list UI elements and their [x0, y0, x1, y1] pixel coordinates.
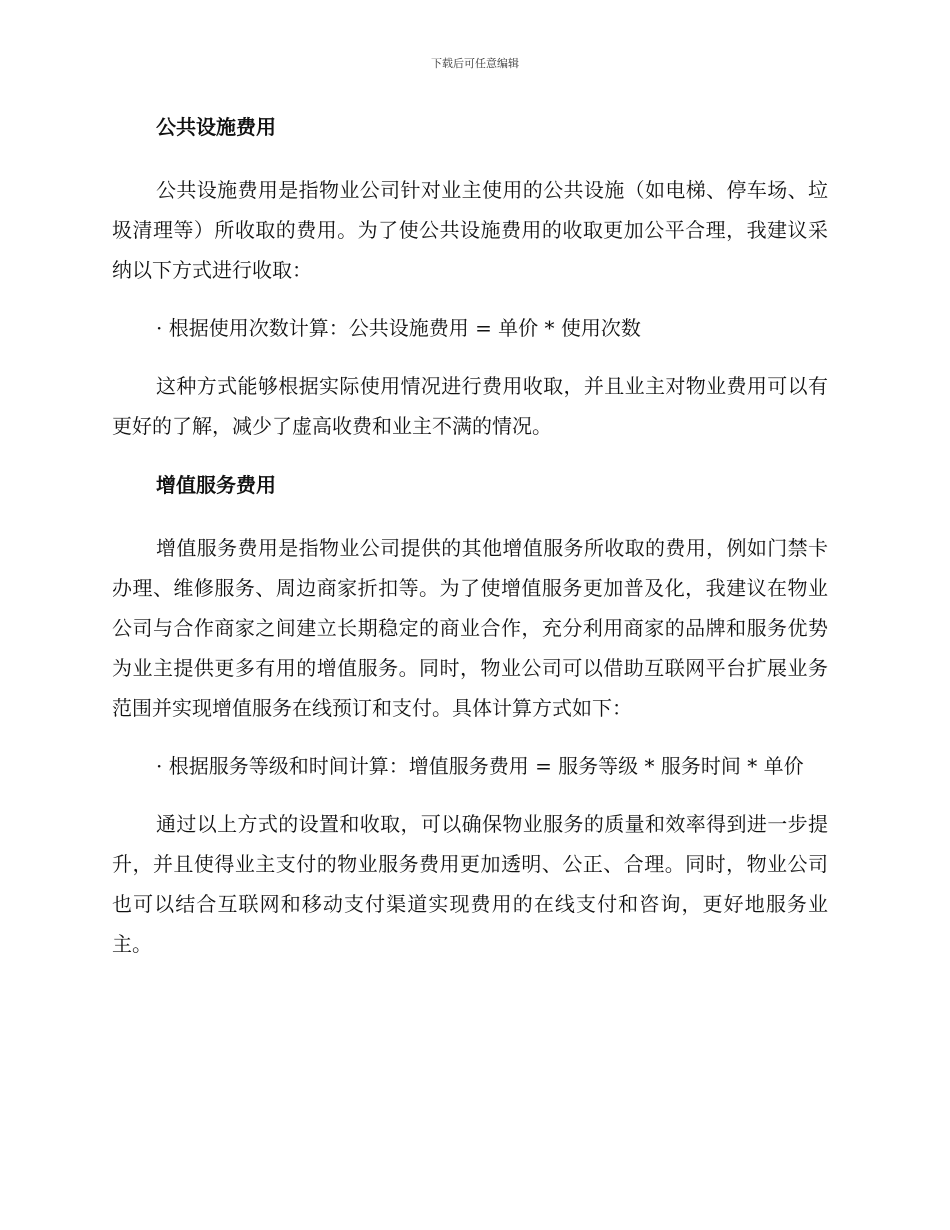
paragraph-public-facilities-benefit: 这种方式能够根据实际使用情况进行费用收取，并且业主对物业费用可以有更好的了解，减少了虚高收费和业主不满的情况。 [112, 374, 828, 438]
paragraph-conclusion: 通过以上方式的设置和收取，可以确保物业服务的质量和效率得到进一步提升，并且使得业主支付的物业服务费用更加透明、公正、合理。同时，物业公司也可以结合互联网和移动支付渠道实现费用的在线支付和咨询，更好地服务业主。 [112, 812, 828, 956]
formula-public-facilities: · 根据使用次数计算：公共设施费用 = 单价 * 使用次数 [156, 316, 641, 340]
section-heading-public-facilities: 公共设施费用 [156, 115, 276, 139]
paragraph-public-facilities-intro: 公共设施费用是指物业公司针对业主使用的公共设施（如电梯、停车场、垃圾清理等）所收取的费用。为了使公共设施费用的收取更加公平合理，我建议采纳以下方式进行收取： [112, 178, 828, 282]
section-heading-value-added-services: 增值服务费用 [156, 473, 276, 497]
formula-value-added: · 根据服务等级和时间计算：增值服务费用 = 服务等级 * 服务时间 * 单价 [156, 754, 804, 778]
document-body [112, 108, 828, 982]
paragraph-value-added-intro: 增值服务费用是指物业公司提供的其他增值服务所收取的费用，例如门禁卡办理、维修服务、周边商家折扣等。为了使增值服务更加普及化，我建议在物业公司与合作商家之间建立长期稳定的商业合作，充分利用商家的品牌和服务优势为业主提供更多有用的增值服务。同时，物业公司可以借助互联网平台扩展业务范围并实现增值服务在线预订和支付。具体计算方式如下： [112, 536, 828, 720]
header-note: 下载后可任意编辑 [431, 57, 519, 70]
